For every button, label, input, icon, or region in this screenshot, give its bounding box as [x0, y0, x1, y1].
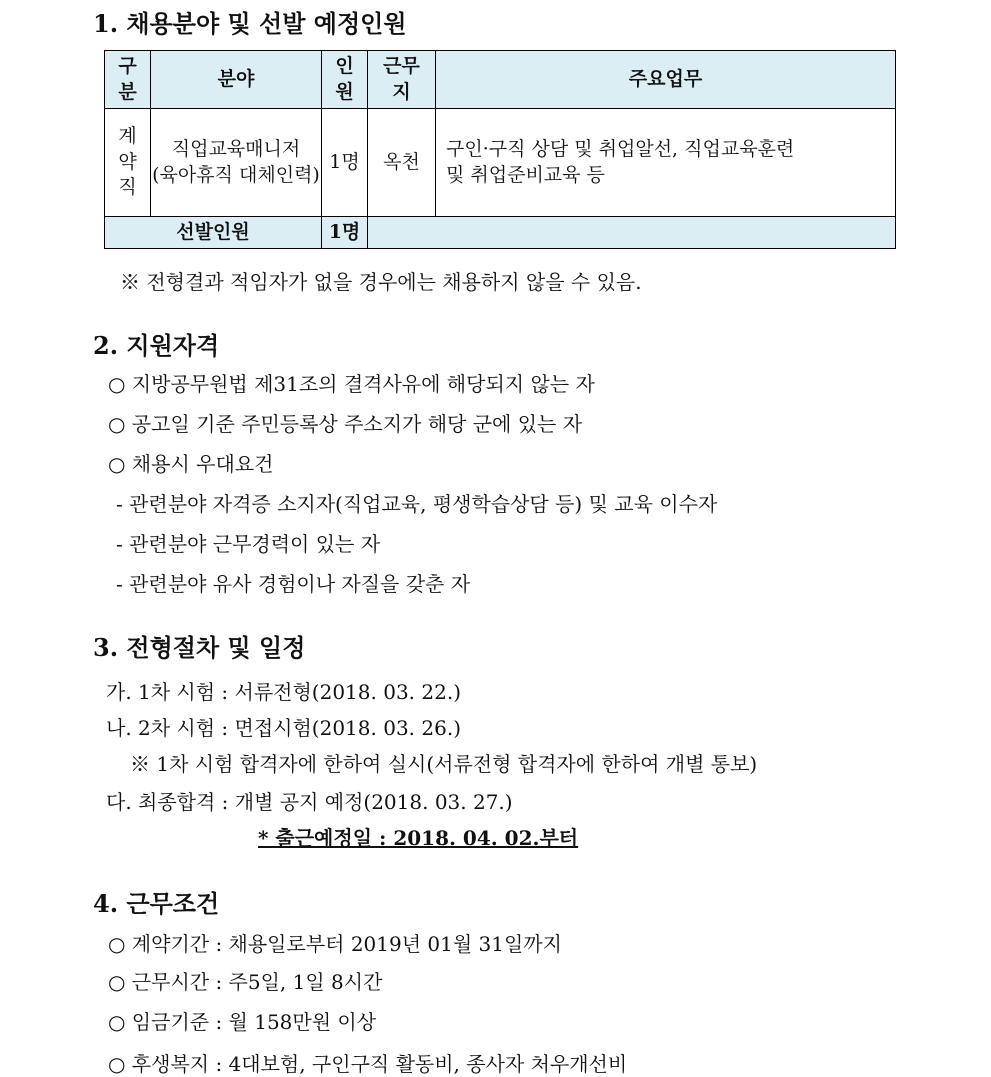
condition-item: ○ 후생복지 : 4대보험, 구인구직 활동비, 종사자 처우개선비: [108, 1052, 628, 1076]
list-item: ○ 공고일 기준 주민등록상 주소지가 해당 군에 있는 자: [108, 412, 583, 436]
list-item: ○ 지방공무원법 제31조의 결격사유에 해당되지 않는 자: [108, 372, 595, 396]
section1-title: 1. 채용분야 및 선발 예정인원: [93, 9, 407, 38]
cell-field: 직업교육매니저 (육아휴직 대체인력): [151, 109, 322, 217]
total-value: 1명: [322, 217, 368, 249]
list-item: - 관련분야 근무경력이 있는 자: [116, 532, 381, 556]
schedule-note: ※ 1차 시험 합격자에 한하여 실시(서류전형 합격자에 한하여 개별 통보): [130, 752, 758, 776]
header-type: 구 분: [105, 51, 151, 109]
condition-item: ○ 임금기준 : 월 158만원 이상: [108, 1010, 377, 1034]
schedule-item: 가. 1차 시험 : 서류전형(2018. 03. 22.): [106, 680, 461, 704]
start-date: * 출근예정일 : 2018. 04. 02.부터: [258, 826, 579, 850]
schedule-item: 다. 최종합격 : 개별 공지 예정(2018. 03. 27.): [106, 790, 513, 814]
cell-duties: 구인·구직 상담 및 취업알선, 직업교육훈련 및 취업준비교육 등: [436, 109, 896, 217]
total-label: 선발인원: [105, 217, 322, 249]
table-total-row: [105, 217, 896, 249]
cell-count: 1명: [322, 109, 368, 217]
section3-title: 3. 전형절차 및 일정: [93, 633, 306, 662]
list-item: ○ 채용시 우대요건: [108, 452, 274, 476]
list-item: - 관련분야 자격증 소지자(직업교육, 평생학습상담 등) 및 교육 이수자: [116, 492, 718, 516]
table-header-row: [105, 51, 896, 109]
recruitment-table: [104, 50, 896, 249]
section4-title: 4. 근무조건: [93, 889, 220, 918]
header-duties: 주요업무: [436, 51, 896, 109]
header-location: 근무 지: [368, 51, 436, 109]
section2-title: 2. 지원자격: [93, 331, 220, 360]
section1-note: ※ 전형결과 적임자가 없을 경우에는 채용하지 않을 수 있음.: [120, 270, 642, 294]
condition-item: ○ 근무시간 : 주5일, 1일 8시간: [108, 970, 383, 994]
schedule-item: 나. 2차 시험 : 면접시험(2018. 03. 26.): [106, 716, 461, 740]
header-field: 분야: [151, 51, 322, 109]
condition-item: ○ 계약기간 : 채용일로부터 2019년 01월 31일까지: [108, 932, 562, 956]
cell-type: 계 약 직: [105, 109, 151, 217]
total-empty: [368, 217, 896, 249]
table-row: [105, 109, 896, 217]
list-item: - 관련분야 유사 경험이나 자질을 갖춘 자: [116, 572, 471, 596]
header-count: 인 원: [322, 51, 368, 109]
cell-location: 옥천: [368, 109, 436, 217]
